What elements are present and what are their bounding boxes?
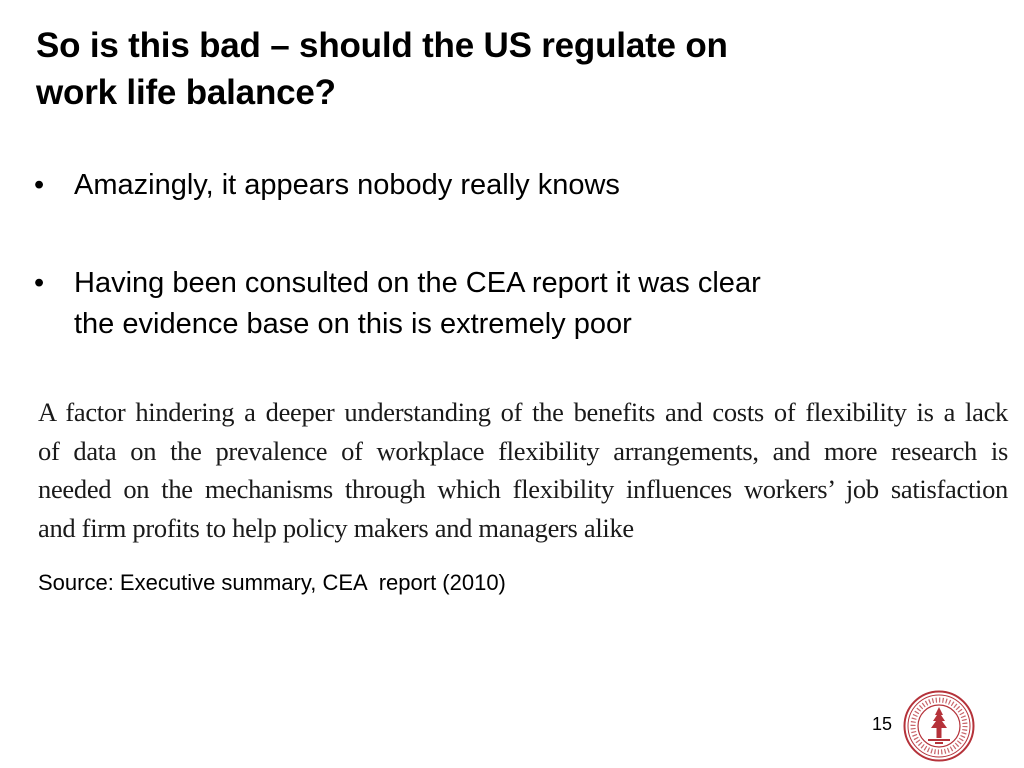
bullet-list [34, 165, 934, 345]
quote-line-2: of data on the prevalence of workplace flexibility arrangements, and more research is [38, 435, 1008, 466]
bullet-item-nobody-knows [34, 165, 934, 206]
stanford-seal-icon [903, 690, 975, 762]
slide-title [36, 22, 916, 116]
bullet-text: Amazingly, it appears nobody really knows [74, 169, 620, 201]
bullet-item-evidence-poor [34, 263, 934, 345]
bullet-marker: • [34, 267, 45, 299]
report-quote-excerpt [38, 393, 1008, 545]
bullet-marker: • [34, 169, 45, 201]
page-number: 15 [872, 714, 893, 734]
title-line-1: So is this bad – should the US regulate on [36, 26, 728, 65]
source-citation: Source: Executive summary, CEA report (2010) [38, 570, 506, 595]
bullet-text-line-2: the evidence base on this is extremely poor [74, 308, 632, 340]
quote-line-4: and firm profits to help policy makers and managers alike [38, 512, 634, 543]
quote-line-1: A factor hindering a deeper understanding of the benefits and costs of flexibility is a lack [38, 397, 1008, 427]
bullet-text-line-1: Having been consulted on the CEA report it was clear [74, 267, 761, 299]
title-line-2: work life balance? [36, 73, 336, 112]
quote-line-3: needed on the mechanisms through which flexibility influences workers’ job satisfaction [38, 474, 1008, 504]
